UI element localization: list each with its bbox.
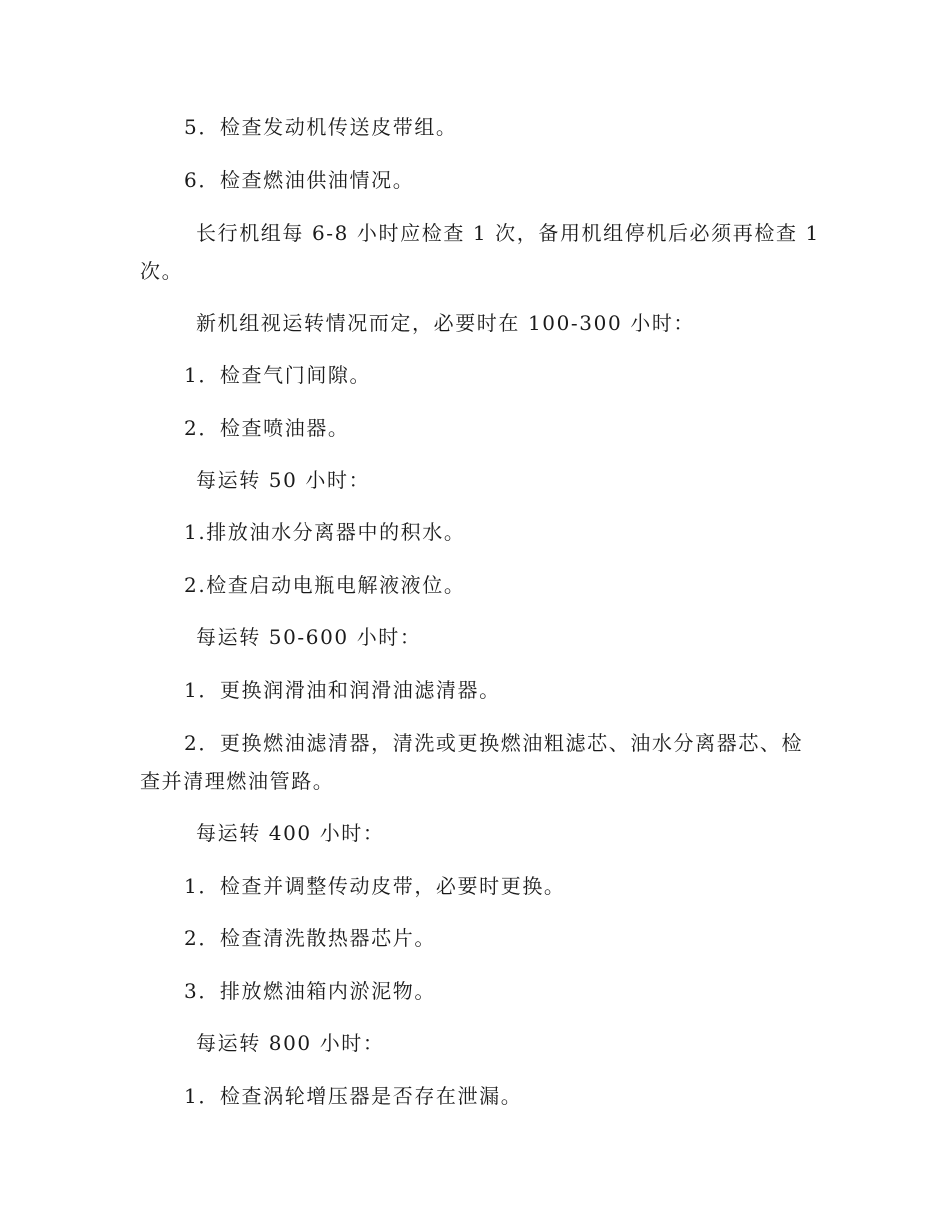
list-item-turbocharger-leak: 1．检查涡轮增压器是否存在泄漏。	[184, 1084, 523, 1108]
paragraph-new-unit: 新机组视运转情况而定，必要时在 100-300 小时：	[196, 311, 696, 335]
list-item-check-belt: 5．检查发动机传送皮带组。	[184, 115, 458, 139]
paragraph-routine-check-cont: 次。	[140, 259, 184, 283]
list-item-radiator-core: 2．检查清洗散热器芯片。	[184, 926, 436, 950]
heading-400-hours: 每运转 400 小时：	[196, 821, 385, 845]
list-item-check-fuel-supply: 6．检查燃油供油情况。	[184, 168, 415, 192]
list-item-valve-clearance: 1．检查气门间隙。	[184, 363, 372, 387]
list-item-fuel-tank-sludge: 3．排放燃油箱内淤泥物。	[184, 979, 436, 1003]
heading-800-hours: 每运转 800 小时：	[196, 1031, 385, 1055]
list-item-battery-electrolyte: 2.检查启动电瓶电解液液位。	[184, 573, 466, 597]
list-item-injector: 2．检查喷油器。	[184, 416, 350, 440]
list-item-drive-belt: 1．检查并调整传动皮带，必要时更换。	[184, 874, 566, 898]
heading-50-600-hours: 每运转 50-600 小时：	[196, 625, 422, 649]
list-item-drain-water: 1.排放油水分离器中的积水。	[184, 520, 466, 544]
paragraph-routine-check: 长行机组每 6-8 小时应检查 1 次，备用机组停机后必须再检查 1	[196, 221, 820, 245]
list-item-replace-fuel-filter-cont: 查并清理燃油管路。	[140, 769, 335, 793]
list-item-replace-fuel-filter: 2．更换燃油滤清器，清洗或更换燃油粗滤芯、油水分离器芯、检	[184, 731, 804, 755]
heading-50-hours: 每运转 50 小时：	[196, 468, 371, 492]
list-item-replace-lube-oil: 1．更换润滑油和润滑油滤清器。	[184, 678, 501, 702]
